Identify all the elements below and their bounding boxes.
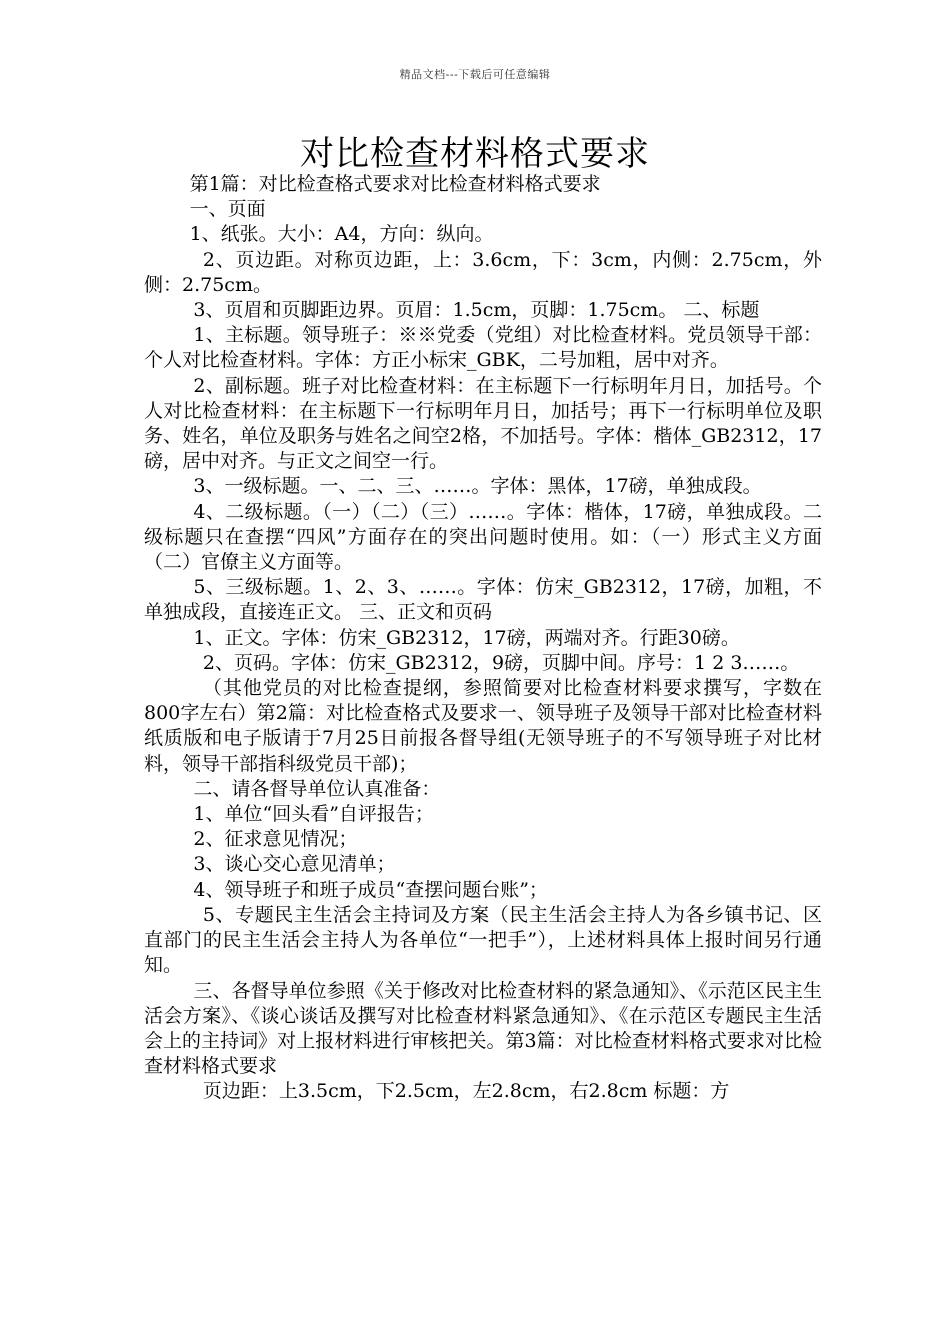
paragraph: 2、征求意见情况； — [193, 828, 358, 851]
paragraph: 2、副标题。班子对比检查材料：在主标题下一行标明年月日，加括号。个人对比检查材料：在主标题下一行标明年月日，加括号；再下一行标明单位及职务、姓名，单位及职务与姓名之间空2格，不加括号。字体：楷体_GB2312，17磅，居中对齐。与正文之间空一行。 — [144, 374, 822, 473]
paragraph: 3、页眉和页脚距边界。页眉：1.5cm，页脚：1.75cm。 二、标题 — [193, 299, 760, 322]
paragraph: 1、纸张。大小：A4，方向：纵向。 — [189, 223, 494, 246]
paragraph: 4、领导班子和班子成员“查摆问题台账”； — [193, 878, 548, 901]
paragraph: （其他党员的对比检查提纲，参照简要对比检查材料要求撰写，字数在800字左右）第2篇：对比检查格式及要求一、领导班子及领导干部对比检查材料纸质版和电子版请于7月25日前报各督导组(无领导班子的不写领导班子对比材料，领导干部指科级党员干部)； — [144, 677, 822, 775]
paragraph: 1、主标题。领导班子：※※党委（党组）对比检查材料。党员领导干部：个人对比检查材料。字体：方正小标宋_GBK，二号加粗，居中对齐。 — [144, 324, 822, 372]
document-body — [144, 172, 822, 1105]
paragraph: 3、谈心交心意见清单； — [193, 853, 396, 876]
section-heading: 第1篇：对比检查格式要求对比检查材料格式要求 — [189, 173, 601, 195]
paragraph: 1、正文。字体：仿宋_GB2312，17磅，两端对齐。行距30磅。 — [193, 626, 740, 649]
paragraph: 3、一级标题。一、二、三、……。字体：黑体，17磅，单独成段。 — [193, 475, 762, 498]
paragraph: 二、请各督导单位认真准备： — [193, 777, 441, 800]
paragraph: 1、单位“回头看”自评报告； — [193, 803, 434, 826]
document-title: 对比检查材料格式要求 — [300, 134, 650, 174]
page-header-note: 精品文档---下载后可任意编辑 — [399, 68, 551, 81]
paragraph: 5、三级标题。1、2、3、……。字体：仿宋_GB2312，17磅，加粗，不单独成段，直接连正文。 三、正文和页码 — [144, 576, 822, 624]
paragraph: 2、页码。字体：仿宋_GB2312，9磅，页脚中间。序号：1 2 3……。 — [202, 651, 800, 674]
paragraph: 三、各督导单位参照《关于修改对比检查材料的紧急通知》、《示范区民主生活会方案》、《谈心谈话及撰写对比检查材料紧急通知》、《在示范区专题民主生活会上的主持词》对上报材料进行审核把关。第3篇：对比检查材料格式要求对比检查材料格式要求 — [144, 979, 822, 1078]
paragraph: 5、专题民主生活会主持词及方案（民主生活会主持人为各乡镇书记、区直部门的民主生活会主持人为各单位“一把手”），上述材料具体上报时间另行通知。 — [144, 903, 822, 977]
paragraph: 4、二级标题。（一）（二）（三）……。字体：楷体，17磅，单独成段。二级标题只在查摆“四风”方面存在的突出问题时使用。如：（一）形式主义方面（二）官僚主义方面等。 — [144, 500, 822, 574]
paragraph: 一、页面 — [189, 198, 266, 221]
paragraph: 页边距：上3.5cm，下2.5cm，左2.8cm，右2.8cm 标题：方 — [202, 1080, 730, 1103]
paragraph: 2、页边距。对称页边距，上：3.6cm，下：3cm，内侧：2.75cm，外侧：2.75cm。 — [144, 248, 822, 296]
